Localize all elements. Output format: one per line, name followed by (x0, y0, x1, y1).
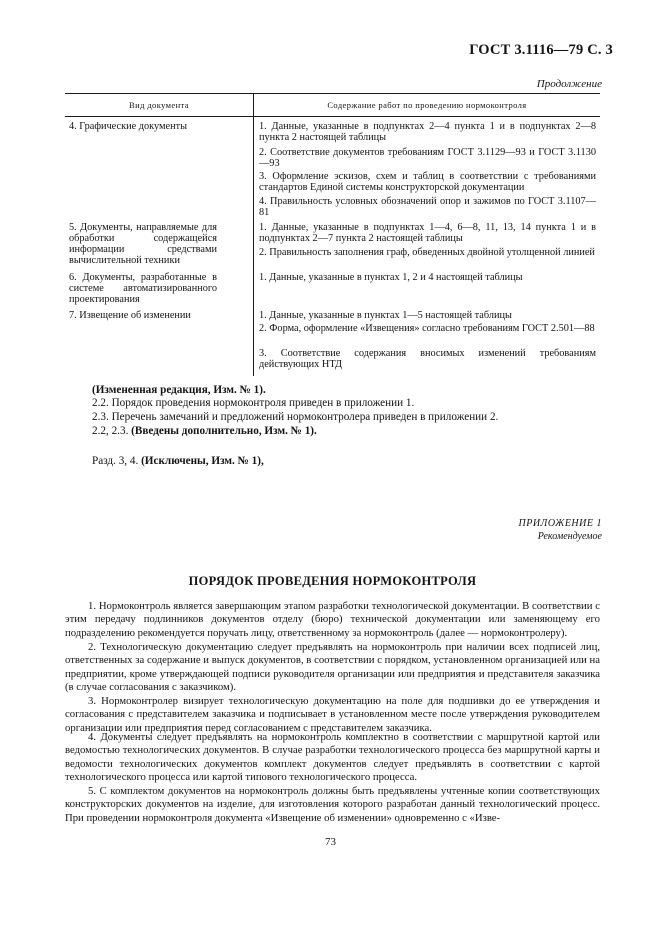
appendix-paragraph-5: 5. С комплектом документов на нормоконтроль должны быть предъявлены учтенные копии соответствующих конструкторских документов на изделие, для изготовления которого разработан данный технологический процесс. При проведении нормоконтроля документа «Извещение об изменении» одновременно с «Изве- (65, 785, 600, 824)
row-item: 3. Оформление эскизов, схем и таблиц в соответствии с требованиями стандартов Единой системы конструкторской документации (259, 171, 596, 194)
row-item: 4. Правильность условных обозначений опор и зажимов по ГОСТ 3.1107—81 (259, 196, 596, 219)
edition-note: (Измененная редакция, Изм. № 1). (92, 384, 266, 396)
appendix-title: ПОРЯДОК ПРОВЕДЕНИЯ НОРМОКОНТРОЛЯ (188, 574, 477, 588)
table-column-divider (253, 93, 254, 376)
appendix-paragraph-1: 1. Нормоконтроль является завершающим этапом разработки технологической документации. В соответствии с этим передачу подлинников документов отделу (бюро) технической документации или заменяющему его подразделению рекомендуется поручать лицу, ответственному за нормоконтроль (далее — нормоконтролеру). (65, 600, 600, 639)
row-item: 1. Данные, указанные в подпунктах 1—4, 6—8, 11, 13, 14 пункта 1 и в подпунктах 2—7 пункта 2 настоящей таблицы (259, 222, 596, 245)
document-code: ГОСТ 3.1116—79 С. 3 (469, 42, 613, 58)
row-item: 1. Данные, указанные в подпунктах 2—4 пункта 1 и в подпунктах 2—8 пункта 2 настоящей таблицы (259, 121, 596, 144)
appendix-paragraph-3: 3. Нормоконтролер визирует технологическую документацию на поле для подшивки до ее утверждения и согласования с представителем заказчика и подписывает в установленном месте после утверждения руководителем организации или предприятия перед согласованием с представителем заказчика. (65, 695, 600, 734)
table-top-rule (65, 93, 600, 94)
row-item: 2. Форма, оформление «Извещения» согласно требованиям ГОСТ 2.501—88 (259, 323, 595, 334)
row-item: 2. Соответствие документов требованиям ГОСТ 3.1129—93 и ГОСТ 3.1130—93 (259, 147, 596, 170)
row-doc-computing: 5. Документы, направляемые для обработки содержащейся информации средствами вычислительной техники (69, 222, 217, 267)
note-2-3: 2.3. Перечень замечаний и предложений нормоконтролера приведен в приложении 2. (92, 411, 499, 423)
row-item: 3. Соответствие содержания вносимых изменений требованиям действующих НТД (259, 348, 596, 371)
appendix-status: Рекомендуемое (537, 531, 602, 542)
appendix-label: ПРИЛОЖЕНИЕ 1 (518, 518, 602, 529)
note-sections-bold: (Исключены, Изм. № 1), (141, 455, 264, 467)
row-doc-change-notice: 7. Извещение об изменении (69, 310, 191, 321)
row-doc-cad: 6. Документы, разработанные в системе автоматизированного проектирования (69, 272, 217, 306)
row-item: 2. Правильность заполнения граф, обведенных двойной утолщенной линией (259, 247, 595, 258)
column-header-content: Содержание работ по проведению нормоконтроля (327, 100, 527, 110)
note-sections-removed (92, 455, 264, 468)
column-header-doc-type: Вид документа (129, 100, 189, 110)
continuation-label: Продолжение (536, 78, 602, 90)
table-header-rule (65, 116, 600, 117)
appendix-paragraph-4: 4. Документы следует предъявлять на нормоконтроль комплектно в соответствии с маршрутной картой или ведомостью технологических документов. В случае разработки технологического процесса без маршрутной карты и ведомости технологических документов комплект документов следует предъявлять в соответствии с картой технологического процесса или картой типового технологического процесса. (65, 731, 600, 783)
note-2-2-2-3 (92, 425, 317, 438)
appendix-paragraph-2: 2. Технологическую документацию следует предъявлять на нормоконтроль при наличии всех подписей лиц, ответственных за содержание и выпуск документов, в соответствии с порядком, установленном организацией или на предприятии, кроме утверждающей подписи руководителя организации или предприятия и представителя заказчика (в случае согласования с заказчиком). (65, 641, 600, 693)
note-2-2-2-3-bold: (Введены дополнительно, Изм. № 1). (131, 425, 317, 437)
note-2-2: 2.2. Порядок проведения нормоконтроля приведен в приложении 1. (92, 397, 415, 409)
row-item: 1. Данные, указанные в пунктах 1, 2 и 4 настоящей таблицы (259, 272, 523, 283)
note-2-2-2-3-prefix: 2.2, 2.3. (92, 425, 129, 437)
row-doc-graphic: 4. Графические документы (69, 121, 188, 132)
row-item: 1. Данные, указанные в пунктах 1—5 настоящей таблицы (259, 310, 512, 321)
page-number: 73 (325, 836, 336, 848)
note-sections-prefix: Разд. 3, 4. (92, 455, 139, 467)
